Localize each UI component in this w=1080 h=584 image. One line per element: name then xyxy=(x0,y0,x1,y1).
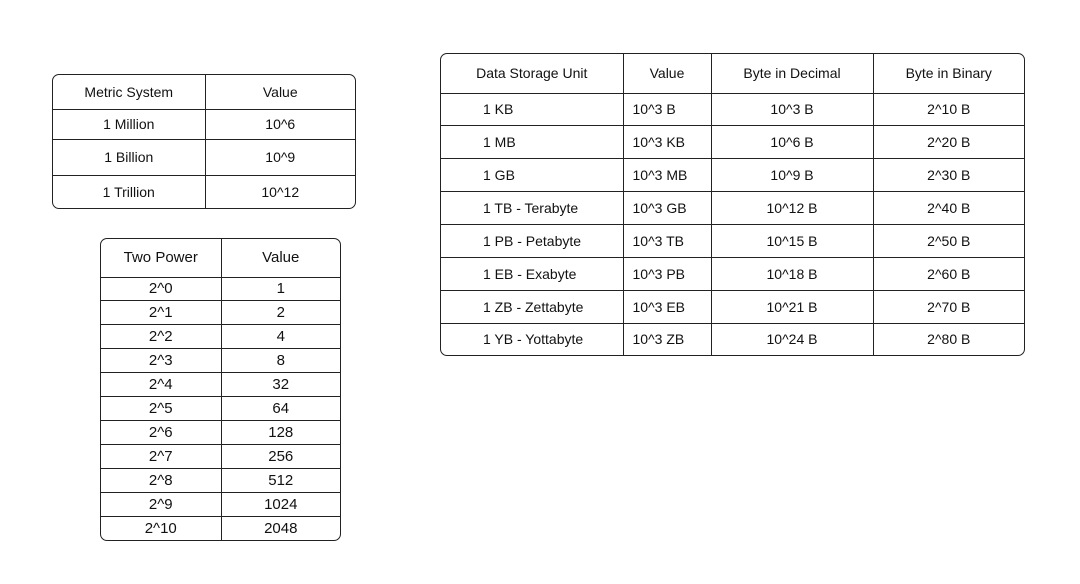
cell-value: 10^3 MB xyxy=(623,159,711,192)
cell-decimal: 10^18 B xyxy=(711,257,873,290)
cell-decimal: 10^9 B xyxy=(711,159,873,192)
cell-binary: 2^10 B xyxy=(873,93,1024,126)
cell-value: 10^3 PB xyxy=(623,257,711,290)
cell-power: 2^7 xyxy=(101,445,221,469)
table-row xyxy=(101,493,340,517)
table-row xyxy=(53,175,355,208)
table-row xyxy=(101,373,340,397)
header-value: Value xyxy=(205,75,355,109)
table-row xyxy=(441,224,1024,257)
header-byte-in-binary: Byte in Binary xyxy=(873,54,1024,93)
header-value: Value xyxy=(221,239,340,277)
cell-power: 2^3 xyxy=(101,349,221,373)
header-metric-system: Metric System xyxy=(53,75,205,109)
table-row xyxy=(101,277,340,301)
table-row xyxy=(101,349,340,373)
cell-power: 2^10 xyxy=(101,517,221,540)
cell-unit: 1 YB - Yottabyte xyxy=(441,323,623,355)
cell-decimal: 10^15 B xyxy=(711,224,873,257)
cell-binary: 2^20 B xyxy=(873,126,1024,159)
table-row xyxy=(441,192,1024,225)
cell-unit: 1 GB xyxy=(441,159,623,192)
table-row xyxy=(441,290,1024,323)
cell-power: 2^4 xyxy=(101,373,221,397)
table-row xyxy=(101,445,340,469)
table-header-row xyxy=(101,239,340,277)
cell-value: 10^12 xyxy=(205,175,355,208)
cell-binary: 2^70 B xyxy=(873,290,1024,323)
cell-unit: 1 TB - Terabyte xyxy=(441,192,623,225)
cell-value: 10^3 B xyxy=(623,93,711,126)
cell-metric: 1 Billion xyxy=(53,139,205,175)
cell-binary: 2^80 B xyxy=(873,323,1024,355)
cell-value: 4 xyxy=(221,325,340,349)
header-byte-in-decimal: Byte in Decimal xyxy=(711,54,873,93)
cell-metric: 1 Million xyxy=(53,109,205,139)
cell-unit: 1 KB xyxy=(441,93,623,126)
cell-decimal: 10^24 B xyxy=(711,323,873,355)
table-row xyxy=(441,323,1024,355)
cell-binary: 2^60 B xyxy=(873,257,1024,290)
cell-value: 10^3 KB xyxy=(623,126,711,159)
table-header-row xyxy=(53,75,355,109)
cell-power: 2^0 xyxy=(101,277,221,301)
cell-decimal: 10^6 B xyxy=(711,126,873,159)
cell-power: 2^5 xyxy=(101,397,221,421)
cell-value: 10^9 xyxy=(205,139,355,175)
table-row xyxy=(53,139,355,175)
cell-value: 64 xyxy=(221,397,340,421)
cell-value: 2 xyxy=(221,301,340,325)
cell-metric: 1 Trillion xyxy=(53,175,205,208)
table-row xyxy=(441,93,1024,126)
cell-power: 2^9 xyxy=(101,493,221,517)
cell-power: 2^6 xyxy=(101,421,221,445)
table-row xyxy=(101,469,340,493)
table-row xyxy=(101,301,340,325)
cell-value: 10^3 TB xyxy=(623,224,711,257)
cell-binary: 2^40 B xyxy=(873,192,1024,225)
table-row xyxy=(101,421,340,445)
cell-value: 512 xyxy=(221,469,340,493)
two-power-table xyxy=(100,238,341,541)
cell-binary: 2^30 B xyxy=(873,159,1024,192)
table-row xyxy=(101,325,340,349)
table-row xyxy=(441,159,1024,192)
cell-decimal: 10^12 B xyxy=(711,192,873,225)
cell-value: 2048 xyxy=(221,517,340,540)
table-row xyxy=(441,257,1024,290)
table-row xyxy=(101,397,340,421)
cell-value: 10^3 EB xyxy=(623,290,711,323)
header-data-storage-unit: Data Storage Unit xyxy=(441,54,623,93)
cell-decimal: 10^3 B xyxy=(711,93,873,126)
cell-decimal: 10^21 B xyxy=(711,290,873,323)
cell-value: 10^6 xyxy=(205,109,355,139)
table-row xyxy=(101,517,340,540)
data-storage-table xyxy=(440,53,1025,356)
header-value: Value xyxy=(623,54,711,93)
header-two-power: Two Power xyxy=(101,239,221,277)
cell-value: 256 xyxy=(221,445,340,469)
cell-value: 1 xyxy=(221,277,340,301)
cell-power: 2^1 xyxy=(101,301,221,325)
cell-binary: 2^50 B xyxy=(873,224,1024,257)
cell-power: 2^2 xyxy=(101,325,221,349)
cell-value: 8 xyxy=(221,349,340,373)
cell-unit: 1 EB - Exabyte xyxy=(441,257,623,290)
cell-unit: 1 MB xyxy=(441,126,623,159)
cell-unit: 1 PB - Petabyte xyxy=(441,224,623,257)
table-row xyxy=(441,126,1024,159)
cell-value: 10^3 ZB xyxy=(623,323,711,355)
table-row xyxy=(53,109,355,139)
cell-value: 32 xyxy=(221,373,340,397)
cell-value: 1024 xyxy=(221,493,340,517)
cell-unit: 1 ZB - Zettabyte xyxy=(441,290,623,323)
table-header-row xyxy=(441,54,1024,93)
cell-value: 128 xyxy=(221,421,340,445)
metric-system-table xyxy=(52,74,356,209)
cell-value: 10^3 GB xyxy=(623,192,711,225)
cell-power: 2^8 xyxy=(101,469,221,493)
